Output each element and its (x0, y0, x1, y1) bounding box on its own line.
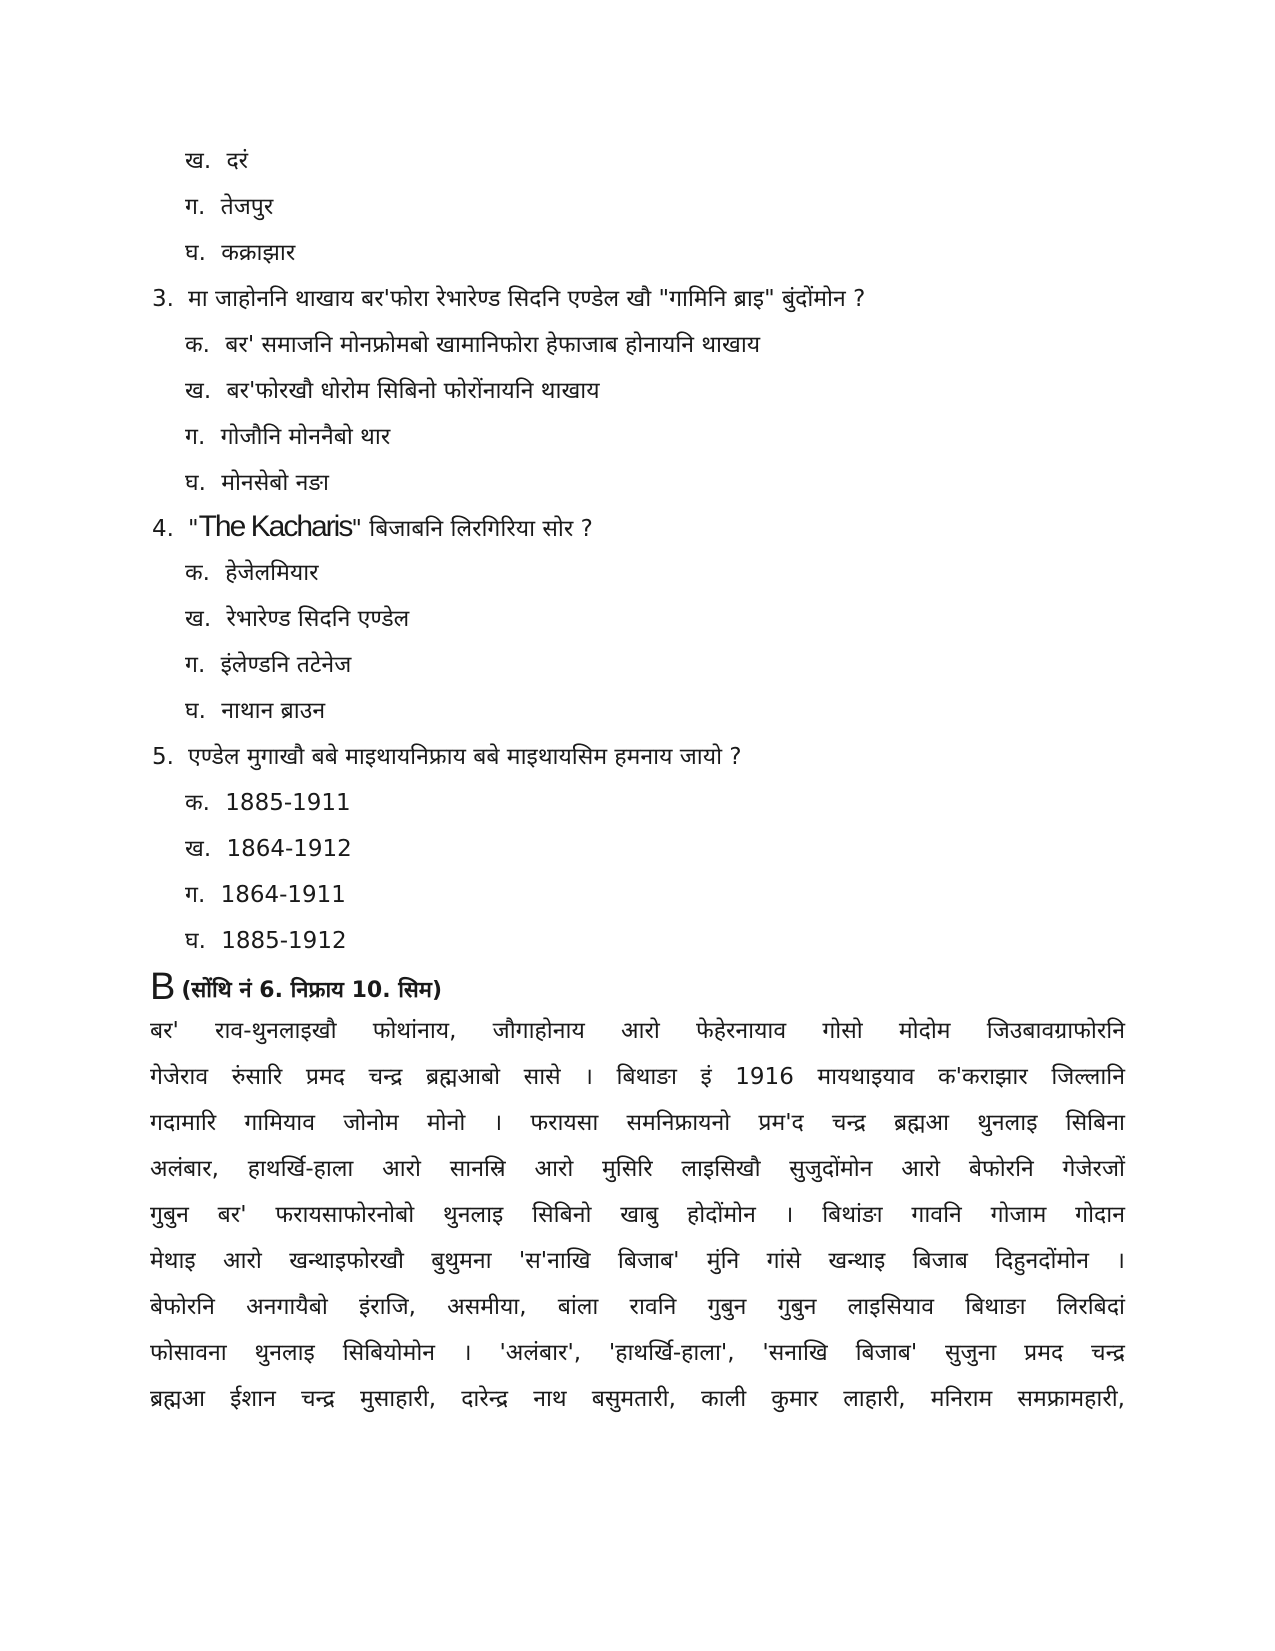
q4-option-ga (185, 650, 351, 680)
option-text: बर' समाजनि मोनफ्रोमबो खामानिफोरा हेफाजाब होनायनि थाखाय (225, 332, 761, 358)
q4-option-gha (185, 696, 325, 726)
option-text: रेभारेण्ड सिदनि एण्डेल (226, 606, 410, 632)
q5-option-gha (185, 926, 347, 956)
option-text: हेजेलमियार (225, 560, 319, 586)
paragraph-line: मेथाइ आरो खन्थाइफोरखौ बुथुमना 'स'नाखि बिजाब' मुंनि गांसे खन्थाइ बिजाब दिहुनदोंमोन । (150, 1248, 1125, 1274)
option-text: बर'फोरखौ धोरोम सिबिनो फोरोंनायनि थाखाय (226, 378, 600, 404)
paragraph-line: गदामारि गामियाव जोनोम मोनो । फरायसा समनिफ्रायनो प्रम'द चन्द्र ब्रह्मआ थुनलाइ सिबिना (150, 1110, 1125, 1136)
question-number: 5. (152, 744, 174, 770)
option-label: ग. (185, 652, 206, 678)
paragraph-line: फोसावना थुनलाइ सिबियोमोन । 'अलंबार', 'हाथर्खि-हाला', 'सनाखि बिजाब' सुजुना प्रमद चन्द्र (150, 1340, 1125, 1366)
option-label: ख. (185, 378, 212, 404)
question-number: 4. (152, 516, 174, 542)
q3-option-gha (185, 468, 329, 498)
paragraph-line: गेजेराव रुंसारि प्रमद चन्द्र ब्रह्मआबो सासे । बिथाङा इं 1916 मायथाइयाव क'कराझार जिल्लानि (150, 1064, 1125, 1090)
option-text: इंलेण्डनि तटेनेज (220, 652, 352, 678)
paragraph-line: बर' राव-थुनलाइखौ फोथांनाय, जौगाहोनाय आरो फेहेरनायाव गोसो मोदोम जिउबावग्राफोरनि (150, 1018, 1125, 1044)
q2-option-kha (185, 146, 248, 176)
q2-option-gha (185, 238, 295, 268)
option-label: ग. (185, 424, 206, 450)
option-label: घ. (185, 470, 206, 496)
question-4 (152, 512, 593, 544)
option-label: घ. (185, 240, 206, 266)
option-label: घ. (185, 928, 206, 954)
paragraph-line: अलंबार, हाथर्खि-हाला आरो सानस्रि आरो मुसिरि लाइसिखौ सुजुदोंमोन आरो बेफोरनि गेजेरजों (150, 1156, 1125, 1182)
option-label: क. (185, 790, 210, 816)
option-text: तेजपुर (220, 194, 274, 220)
paragraph-line: गुबुन बर' फरायसाफोरनोबो थुनलाइ सिबिनो खाबु होदोंमोन । बिथांङा गावनि गोजाम गोदान (150, 1202, 1125, 1228)
option-text: 1864-1911 (220, 882, 346, 908)
quote-open: " (188, 516, 199, 542)
option-text: मोनसेबो नङा (221, 470, 330, 496)
option-label: ख. (185, 836, 212, 862)
option-text: 1885-1912 (221, 928, 347, 954)
q4-option-ka (185, 558, 319, 588)
option-label: ख. (185, 148, 212, 174)
option-text: 1885-1911 (225, 790, 351, 816)
option-label: ग. (185, 194, 206, 220)
option-label: ग. (185, 882, 206, 908)
question-number: 3. (152, 286, 174, 312)
option-text: कक्राझार (221, 240, 296, 266)
option-text: दरं (226, 148, 249, 174)
q3-option-kha (185, 376, 600, 406)
option-text: नाथान ब्राउन (221, 698, 326, 724)
q5-option-ka (185, 788, 351, 818)
question-5 (152, 742, 742, 772)
option-text: गोजौनि मोननैबो थार (220, 424, 391, 450)
question-3 (152, 284, 865, 314)
question-text: मा जाहोननि थाखाय बर'फोरा रेभारेण्ड सिदनि एण्डेल खौ "गामिनि ब्राइ" बुंदोंमोन ? (188, 286, 866, 312)
option-label: क. (185, 560, 210, 586)
paragraph-line: बेफोरनि अनगायैबो इंराजि, असमीया, बांला रावनि गुबुन गुबुन लाइसियाव बिथाङा लिरबिदां (150, 1294, 1125, 1320)
option-label: क. (185, 332, 210, 358)
q5-option-kha (185, 834, 352, 864)
q3-option-ka (185, 330, 760, 360)
section-letter: B (150, 966, 176, 1008)
q2-option-ga (185, 192, 273, 222)
question-text: " बिजाबनि लिरगिरिया सोर ? (351, 516, 593, 542)
option-text: 1864-1912 (226, 836, 352, 862)
option-label: ख. (185, 606, 212, 632)
option-label: घ. (185, 698, 206, 724)
section-b-heading (150, 966, 442, 1009)
question-text: एण्डेल मुगाखौ बबे माइथायनिफ्राय बबे माइथायसिम हमनाय जायो ? (188, 744, 742, 770)
q5-option-ga (185, 880, 346, 910)
q4-option-kha (185, 604, 409, 634)
paragraph-line: ब्रह्मआ ईशान चन्द्र मुसाहारी, दारेन्द्र नाथ बसुमतारी, काली कुमार लाहारी, मनिराम समफ्रामहारी, (150, 1386, 1125, 1412)
book-title: The Kacharis (198, 510, 352, 543)
q3-option-ga (185, 422, 390, 452)
section-range: (सोंथि नं 6. निफ्राय 10. सिम) (181, 978, 442, 1003)
